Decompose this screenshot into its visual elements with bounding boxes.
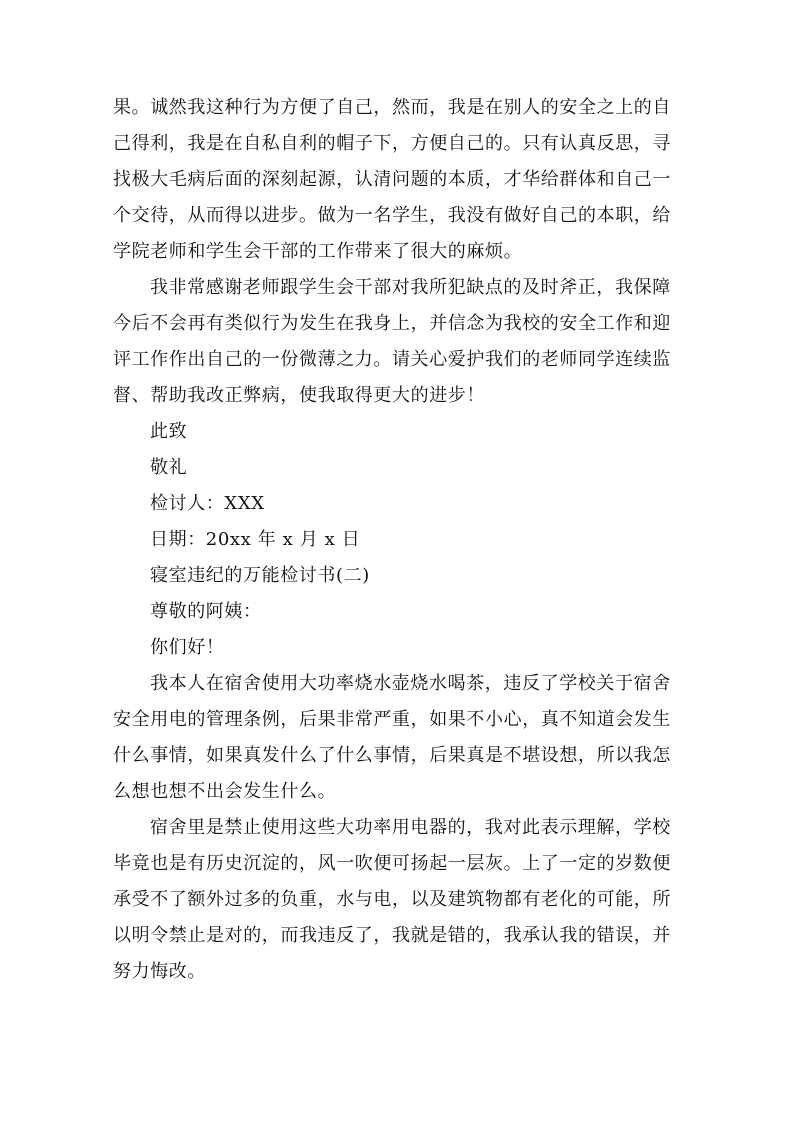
- text-line: 果。诚然我这种行为方便了自己，然而，我是在别人的安全之上的自: [113, 97, 671, 118]
- text-line: 此致: [150, 421, 188, 442]
- text-line: 安全用电的管理条例，后果非常严重，如果不小心，真不知道会发生: [113, 709, 671, 730]
- text-line: 什么事情，如果真发什么了什么事情，后果真是不堪设想，所以我怎: [113, 745, 671, 766]
- text-line: 找极大毛病后面的深刻起源，认清问题的本质，才华给群体和自己一: [113, 169, 671, 190]
- text-line: 检讨人：XXX: [150, 493, 265, 514]
- closing-regards: [113, 450, 687, 486]
- text-line: 宿舍里是禁止使用这些大功率用电器的，我对此表示理解，学校: [150, 817, 671, 838]
- text-line: 努力悔改。: [113, 961, 206, 982]
- text-line: 以明令禁止是对的，而我违反了，我就是错的，我承认我的错误，并: [113, 925, 671, 946]
- text-line: 今后不会再有类似行为发生在我身上，并信念为我校的安全工作和迎: [113, 313, 671, 334]
- text-line: 敬礼: [150, 457, 188, 478]
- text-line: 你们好！: [150, 637, 225, 658]
- text-line: 学院老师和学生会干部的工作带来了很大的麻烦。: [113, 241, 523, 262]
- paragraph-thanks: [113, 270, 687, 414]
- signature-name: [113, 486, 687, 522]
- greeting-recipient: [113, 594, 687, 630]
- section-title: [113, 558, 687, 594]
- text-line: 毕竟也是有历史沉淀的，风一吹便可扬起一层灰。上了一定的岁数便: [113, 853, 671, 874]
- text-line: 寝室违纪的万能检讨书(二): [150, 565, 370, 586]
- text-line: 评工作作出自己的一份微薄之力。请关心爱护我们的老师同学连续监: [113, 349, 671, 370]
- text-line: 么想也想不出会发生什么。: [113, 781, 337, 802]
- text-line: 我非常感谢老师跟学生会干部对我所犯缺点的及时斧正，我保障: [150, 277, 671, 298]
- paragraph-continuation: [113, 90, 687, 270]
- text-line: 承受不了额外过多的负重，水与电，以及建筑物都有老化的可能，所: [113, 889, 671, 910]
- signature-date: [113, 522, 687, 558]
- text-line: 尊敬的阿姨：: [150, 601, 262, 622]
- paragraph-reflection: [113, 810, 687, 990]
- text-line: 我本人在宿舍使用大功率烧水壶烧水喝茶，违反了学校关于宿舍: [150, 673, 671, 694]
- text-line: 己得利，我是在自私自利的帽子下，方便自己的。只有认真反思，寻: [113, 133, 671, 154]
- closing-salutation: [113, 414, 687, 450]
- paragraph-incident: [113, 666, 687, 810]
- text-line: 个交待，从而得以进步。做为一名学生，我没有做好自己的本职，给: [113, 205, 671, 226]
- document-body: [113, 90, 687, 990]
- text-line: 督、帮助我改正弊病，使我取得更大的进步！: [113, 385, 485, 406]
- greeting-hello: [113, 630, 687, 666]
- text-line: 日期：20xx 年 x 月 x 日: [150, 529, 361, 550]
